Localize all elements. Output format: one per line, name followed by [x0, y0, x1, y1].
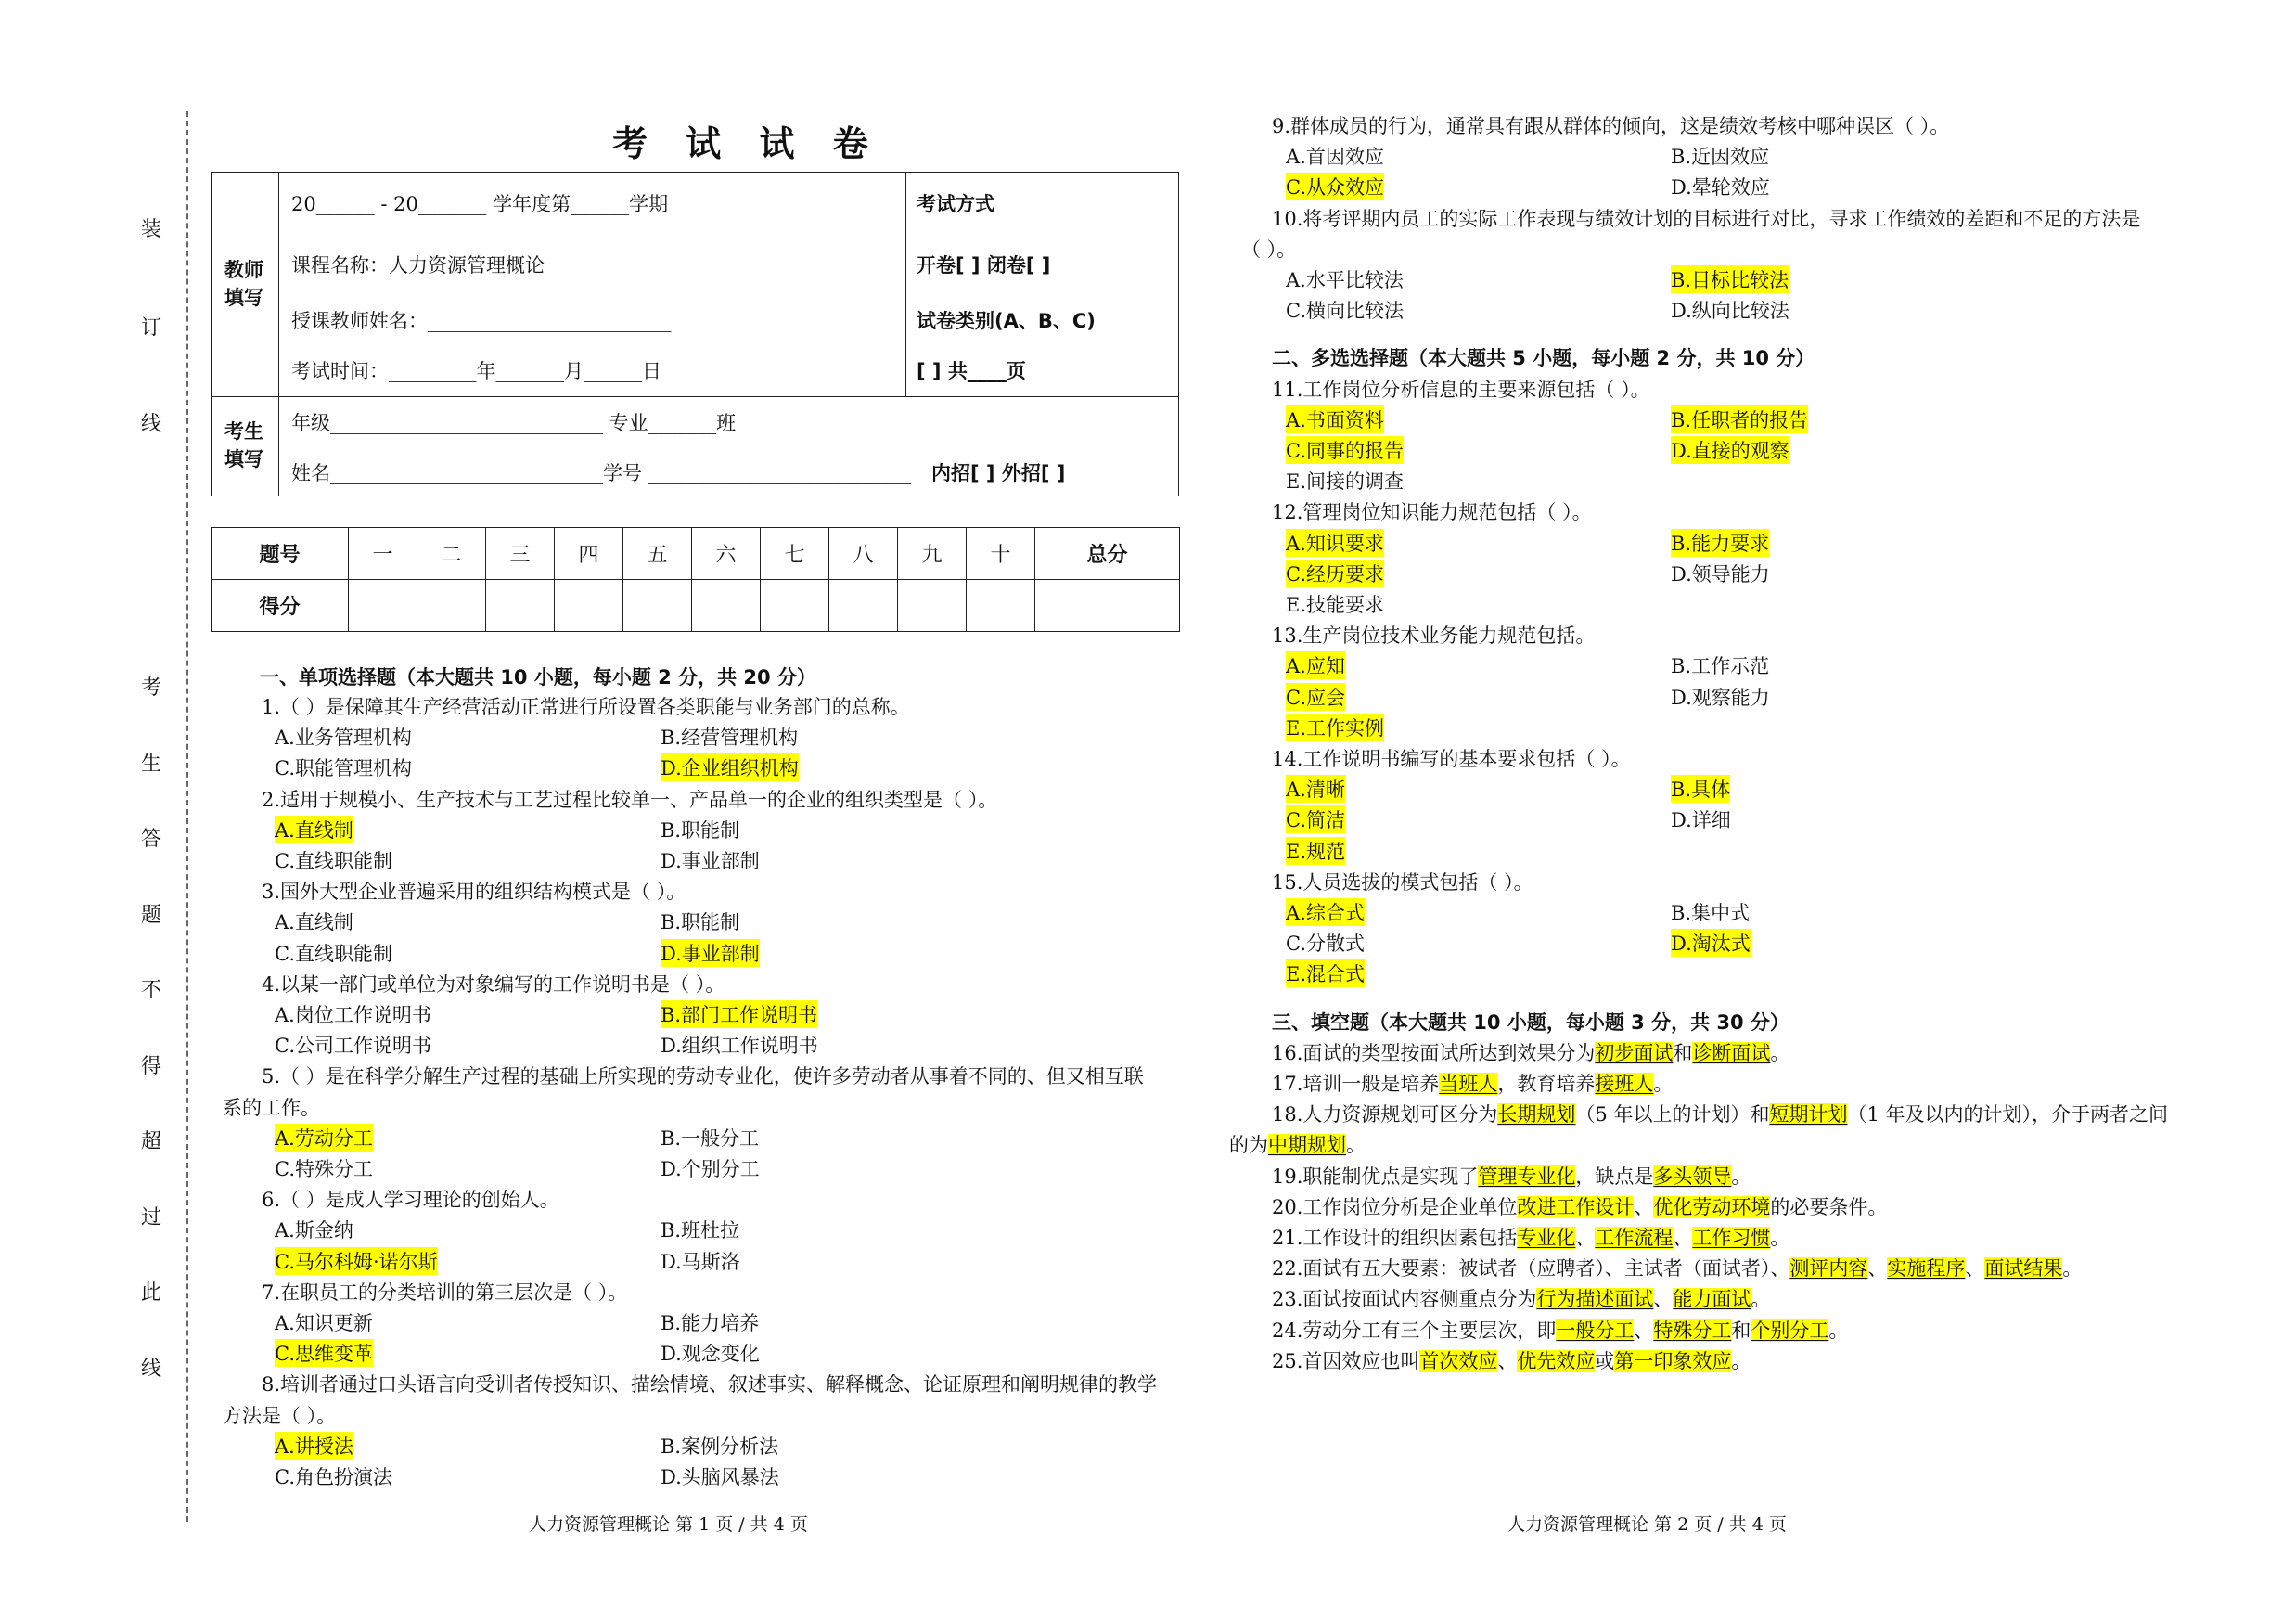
q12-option-b[interactable]: B.能力要求: [1671, 529, 1769, 557]
q8-option-c[interactable]: C.角色扮演法: [275, 1466, 392, 1488]
q14-option-d[interactable]: D.详细: [1671, 809, 1731, 832]
binding-char: 得: [141, 1054, 162, 1078]
q6-option-d[interactable]: D.马斯洛: [661, 1250, 740, 1273]
score-header-cell: 九: [898, 528, 967, 580]
q14-option-c[interactable]: C.简洁: [1286, 805, 1345, 833]
fill-blank-line: [1272, 1192, 1887, 1220]
fill-blank-text: 。: [1770, 1041, 1790, 1064]
fill-blank-text: 、: [1634, 1319, 1654, 1342]
binding-dashed-line: [186, 111, 188, 1522]
fill-blank-answer[interactable]: 面试结果: [1984, 1257, 2063, 1281]
fill-blank-answer[interactable]: 当班人: [1439, 1073, 1498, 1095]
fill-blank-answer[interactable]: 优化劳动环境: [1653, 1195, 1771, 1218]
fill-blank-answer[interactable]: 第一印象效应: [1614, 1349, 1732, 1372]
score-header-cell: 三: [486, 528, 555, 580]
fill-blank-answer[interactable]: 优先效应: [1517, 1349, 1596, 1372]
binding-char: 超: [141, 1130, 162, 1153]
q5-option-a[interactable]: A.劳动分工: [275, 1124, 373, 1152]
score-label-cell: 得分: [212, 580, 349, 632]
q3-option-c[interactable]: C.直线职能制: [275, 942, 392, 965]
q5-option-c[interactable]: C.特殊分工: [275, 1158, 373, 1180]
q10-stem: 10.将考评期内员工的实际工作表现与绩效计划的目标进行对比，寻求工作绩效的差距和不足的方法是: [1272, 207, 2141, 230]
q9-option-c[interactable]: C.从众效应: [1286, 173, 1384, 200]
fill-blank-text: 、: [1673, 1227, 1693, 1249]
q2-option-d[interactable]: D.事业部制: [661, 850, 760, 872]
fill-blank-text: 。: [1828, 1319, 1849, 1342]
section1-heading: 一、单项选择题（本大题共 10 小题，每小题 2 分，共 20 分）: [260, 666, 816, 689]
q13-stem: 13.生产岗位技术业务能力规范包括。: [1272, 624, 1596, 648]
binding-char: 生: [141, 752, 162, 776]
fill-blank-answer[interactable]: 首次效应: [1419, 1349, 1498, 1372]
paper-type-label: 试卷类别(A、B、C): [917, 310, 1096, 332]
q13-option-e[interactable]: E.工作实例: [1286, 714, 1384, 741]
fill-blank-text: 。: [1653, 1073, 1674, 1095]
binding-char: 考: [141, 676, 162, 700]
q15-option-c[interactable]: C.分散式: [1286, 933, 1365, 956]
fill-blank-line: [1229, 1130, 1366, 1158]
q15-option-a[interactable]: A.综合式: [1286, 898, 1365, 926]
exam-method-label: 考试方式: [917, 193, 994, 215]
term-line[interactable]: 20______ - 20_______ 学年度第______学期: [291, 193, 669, 215]
fill-blank-answer[interactable]: 工作流程: [1595, 1227, 1674, 1249]
fill-blank-text: 25.首因效应也叫: [1272, 1349, 1420, 1372]
paper-pages-field[interactable]: [ ] 共____页: [917, 360, 1026, 382]
recruit-choice[interactable]: 内招[ ] 外招[ ]: [931, 462, 1066, 484]
binding-char: 答: [141, 828, 162, 851]
teacher-name-line[interactable]: 授课教师姓名：_________________________: [291, 310, 672, 332]
fill-blank-text: 。: [1731, 1349, 1751, 1372]
fill-blank-line: [1272, 1223, 1789, 1251]
q4-option-d[interactable]: D.组织工作说明书: [661, 1035, 818, 1058]
q12-stem: 12.管理岗位知识能力规范包括（ ）。: [1272, 501, 1592, 524]
q8-option-b[interactable]: B.案例分析法: [661, 1435, 779, 1458]
fill-blank-line: [1272, 1069, 1673, 1097]
name-id-line[interactable]: 姓名____________________________学号 ___________________________: [291, 462, 912, 484]
score-header-cell: 一: [349, 528, 417, 580]
q5-option-d[interactable]: D.个别分工: [661, 1158, 760, 1180]
score-input-cell[interactable]: [417, 580, 486, 632]
fill-blank-line: [1272, 1038, 1789, 1066]
q12-option-d[interactable]: D.领导能力: [1671, 562, 1770, 586]
q2-option-c[interactable]: C.直线职能制: [275, 850, 392, 872]
score-header-cell: 七: [761, 528, 829, 580]
q6-option-a[interactable]: A.斯金纳: [275, 1219, 353, 1242]
q8-stem: 8.培训者通过口头语言向受训者传授知识、描绘情境、叙述事实、解释概念、论证原理和阐明规律的教学: [262, 1373, 1158, 1397]
score-input-cell[interactable]: [761, 580, 829, 632]
fill-blank-answer[interactable]: 长期规划: [1497, 1103, 1576, 1126]
q11-option-d[interactable]: D.直接的观察: [1671, 436, 1789, 464]
q2-stem: 2.适用于规模小、生产技术与工艺过程比较单一、产品单一的企业的组织类型是（ ）。: [262, 788, 998, 811]
fill-blank-answer[interactable]: 多头领导: [1653, 1165, 1732, 1188]
fill-blank-line: [1272, 1162, 1751, 1190]
score-header-cell: 八: [829, 528, 898, 580]
fill-blank-text: 。: [1751, 1288, 1771, 1311]
q9-stem: 9.群体成员的行为，通常具有跟从群体的倾向，这是绩效考核中哪种误区（ ）。: [1272, 115, 1950, 137]
q11-option-c[interactable]: C.同事的报告: [1286, 436, 1404, 464]
fill-blank-text: 19.职能制优点是实现了: [1272, 1165, 1479, 1188]
q7-option-d[interactable]: D.观念变化: [661, 1343, 760, 1366]
q15-option-d[interactable]: D.淘汰式: [1671, 929, 1751, 957]
exam-time-line[interactable]: 考试时间：_________年_______月______日: [291, 360, 661, 382]
q12-option-e[interactable]: E.技能要求: [1286, 594, 1385, 616]
q11-option-a[interactable]: A.书面资料: [1286, 406, 1384, 433]
q9-option-d[interactable]: D.晕轮效应: [1671, 176, 1770, 200]
score-input-cell[interactable]: [967, 580, 1035, 632]
q1-stem: 1.（ ）是保障其生产经营活动正常进行所设置各类职能与业务部门的总称。: [262, 696, 910, 718]
q2-option-a[interactable]: A.直线制: [275, 816, 353, 843]
q13-option-b[interactable]: B.工作示范: [1671, 655, 1770, 678]
page-title: 考 试 试 卷: [612, 122, 881, 164]
q1-option-b[interactable]: B.经营管理机构: [661, 727, 799, 750]
fill-blank-answer[interactable]: 一般分工: [1556, 1319, 1635, 1342]
q8-option-a[interactable]: A.讲授法: [275, 1432, 353, 1460]
fill-blank-answer[interactable]: 工作习惯: [1692, 1227, 1771, 1249]
fill-blank-text: 和: [1731, 1319, 1751, 1342]
fill-blank-text: 、: [1653, 1288, 1674, 1311]
score-header-cell: 总分: [1035, 528, 1180, 580]
teacher-fill-label: 教师 填写: [224, 259, 263, 309]
fill-blank-text: 。: [1731, 1165, 1751, 1188]
q15-stem: 15.人员选拔的模式包括（ ）。: [1272, 870, 1533, 894]
fill-blank-text: ，教育培养: [1497, 1073, 1596, 1095]
score-input-cell[interactable]: [692, 580, 761, 632]
q12-option-c[interactable]: C.经历要求: [1286, 560, 1384, 587]
open-closed-choice[interactable]: 开卷[ ] 闭卷[ ]: [917, 254, 1051, 277]
fill-blank-text: 、: [1867, 1257, 1888, 1281]
grade-major-line[interactable]: 年级____________________________ 专业_______班: [291, 412, 737, 434]
score-header-cell: 题号: [212, 528, 349, 580]
q4-option-c[interactable]: C.公司工作说明书: [275, 1035, 431, 1058]
q10-option-a[interactable]: A.水平比较法: [1286, 269, 1404, 291]
q10-option-b[interactable]: B.目标比较法: [1671, 265, 1789, 293]
score-input-cell[interactable]: [1035, 580, 1180, 632]
fill-blank-answer[interactable]: 短期计划: [1769, 1103, 1848, 1126]
score-input-cell[interactable]: [623, 580, 692, 632]
q2-option-b[interactable]: B.职能制: [661, 818, 740, 842]
score-header-cell: 五: [623, 528, 692, 580]
q9-option-b[interactable]: B.近因效应: [1671, 146, 1770, 169]
score-header-cell: 六: [692, 528, 761, 580]
score-input-cell[interactable]: [486, 580, 555, 632]
q14-option-e[interactable]: E.规范: [1286, 837, 1345, 865]
fill-blank-text: 21.工作设计的组织因素包括: [1272, 1227, 1518, 1249]
q7-stem: 7.在职员工的分类培训的第三层次是（ ）。: [262, 1281, 628, 1304]
q3-option-a[interactable]: A.直线制: [275, 911, 353, 934]
q3-stem: 3.国外大型企业普遍采用的组织结构模式是（ ）。: [262, 881, 686, 904]
q14-stem: 14.工作说明书编写的基本要求包括（ ）。: [1272, 748, 1631, 770]
q4-stem: 4.以某一部门或单位为对象编写的工作说明书是（ ）。: [262, 972, 725, 996]
fill-blank-answer[interactable]: 改进工作设计: [1517, 1195, 1635, 1218]
q6-stem: 6.（ ）是成人学习理论的创始人。: [262, 1189, 559, 1212]
fill-blank-text: 18.人力资源规划可区分为: [1272, 1103, 1498, 1126]
q5-stem: 系的工作。: [223, 1096, 320, 1119]
fill-blank-text: 、: [1634, 1195, 1654, 1218]
fill-blank-text: 、: [1965, 1257, 1985, 1281]
fill-blank-answer[interactable]: 特殊分工: [1653, 1319, 1732, 1342]
q11-stem: 11.工作岗位分析信息的主要来源包括（ ）。: [1272, 378, 1650, 401]
binding-char: 此: [141, 1281, 162, 1305]
fill-blank-answer[interactable]: 行为描述面试: [1536, 1288, 1654, 1311]
q12-option-a[interactable]: A.知识要求: [1286, 529, 1384, 557]
fill-blank-text: 24.劳动分工有三个主要层次，即: [1272, 1319, 1557, 1342]
fill-blank-answer[interactable]: 中期规划: [1268, 1134, 1346, 1157]
binding-char: 过: [141, 1205, 162, 1229]
q5-stem: 5.（ ）是在科学分解生产过程的基础上所实现的劳动专业化，使许多劳动者从事着不同的、但又相互联: [262, 1065, 1144, 1088]
fill-blank-text: （1 年及以内的计划），介于两者之间: [1847, 1103, 2168, 1126]
fill-blank-answer[interactable]: 专业化: [1517, 1227, 1576, 1249]
binding-char: 题: [141, 903, 162, 927]
fill-blank-text: （5 年以上的计划）和: [1575, 1103, 1770, 1126]
q15-option-b[interactable]: B.集中式: [1671, 902, 1751, 924]
score-table: [211, 527, 1180, 632]
q13-option-a[interactable]: A.应知: [1286, 651, 1345, 679]
fill-blank-answer[interactable]: 管理专业化: [1478, 1165, 1576, 1188]
q10-option-c[interactable]: C.横向比较法: [1286, 300, 1404, 323]
q3-option-d[interactable]: D.事业部制: [661, 939, 760, 967]
fill-blank-answer[interactable]: 诊断面试: [1692, 1041, 1771, 1064]
binding-char: 线: [141, 1357, 162, 1381]
fill-blank-answer[interactable]: 接班人: [1595, 1073, 1654, 1095]
q14-option-b[interactable]: B.具体: [1671, 775, 1730, 803]
q9-option-a[interactable]: A.首因效应: [1286, 146, 1384, 169]
fill-blank-line: [1272, 1284, 1770, 1312]
fill-blank-text: 20.工作岗位分析是企业单位: [1272, 1195, 1518, 1218]
binding-char: 装: [141, 218, 162, 241]
binding-char: 线: [141, 413, 162, 436]
fill-blank-text: 。: [2062, 1257, 2083, 1281]
score-input-cell[interactable]: [898, 580, 967, 632]
fill-blank-answer[interactable]: 测评内容: [1789, 1257, 1868, 1281]
q6-option-c[interactable]: C.马尔科姆·诺尔斯: [275, 1247, 438, 1275]
fill-blank-answer[interactable]: 能力面试: [1673, 1288, 1751, 1311]
q14-option-a[interactable]: A.清晰: [1286, 775, 1345, 803]
q1-option-c[interactable]: C.职能管理机构: [275, 757, 412, 780]
q10-option-d[interactable]: D.纵向比较法: [1671, 300, 1789, 323]
fill-blank-text: 22.面试有五大要素：被试者（应聘者）、主试者（面试者）、: [1272, 1257, 1790, 1281]
score-header-cell: 十: [967, 528, 1035, 580]
q13-option-c[interactable]: C.应会: [1286, 683, 1345, 711]
q7-option-b[interactable]: B.能力培养: [661, 1312, 760, 1334]
q11-option-e[interactable]: E.间接的调查: [1286, 470, 1405, 494]
binding-char: 不: [141, 979, 162, 1002]
q7-option-c[interactable]: C.思维变革: [275, 1339, 373, 1367]
score-header-cell: 二: [417, 528, 486, 580]
fill-blank-text: 23.面试按面试内容侧重点分为: [1272, 1288, 1537, 1311]
q3-option-b[interactable]: B.职能制: [661, 911, 740, 934]
binding-char: 订: [141, 316, 162, 340]
q15-option-e[interactable]: E.混合式: [1286, 959, 1365, 987]
fill-blank-text: ，缺点是: [1575, 1165, 1654, 1188]
score-input-cell[interactable]: [349, 580, 417, 632]
header-info-table: [211, 172, 1179, 496]
section2-heading: 二、多选选择题（本大题共 5 小题，每小题 2 分，共 10 分）: [1272, 347, 1815, 370]
score-input-cell[interactable]: [829, 580, 898, 632]
fill-blank-text: 17.培训一般是培养: [1272, 1073, 1440, 1095]
q1-option-d[interactable]: D.企业组织机构: [661, 753, 799, 781]
fill-blank-text: 和: [1673, 1041, 1693, 1064]
fill-blank-answer[interactable]: 初步面试: [1595, 1041, 1674, 1064]
fill-blank-line: [1272, 1346, 1751, 1374]
q6-option-b[interactable]: B.班杜拉: [661, 1219, 740, 1242]
fill-blank-text: 、: [1497, 1349, 1518, 1372]
q5-option-b[interactable]: B.一般分工: [661, 1126, 760, 1150]
score-input-cell[interactable]: [555, 580, 623, 632]
footer-page-2: 人力资源管理概论 第 2 页 / 共 4 页: [1507, 1514, 1787, 1535]
fill-blank-text: 16.面试的类型按面试所达到效果分为: [1272, 1041, 1596, 1064]
q10-stem: （ ）。: [1241, 238, 1297, 261]
q4-option-b[interactable]: B.部门工作说明书: [661, 1000, 817, 1028]
fill-blank-text: 的为: [1229, 1134, 1268, 1157]
fill-blank-line: [1272, 1254, 2082, 1281]
fill-blank-text: 的必要条件。: [1770, 1195, 1888, 1218]
q8-option-d[interactable]: D.头脑风暴法: [661, 1466, 779, 1488]
q4-option-a[interactable]: A.岗位工作说明书: [275, 1004, 431, 1026]
q8-stem: 方法是（ ）。: [223, 1404, 337, 1427]
section3-heading: 三、填空题（本大题共 10 小题，每小题 3 分，共 30 分）: [1272, 1011, 1789, 1034]
fill-blank-text: 。: [1346, 1134, 1366, 1157]
footer-page-1: 人力资源管理概论 第 1 页 / 共 4 页: [529, 1514, 808, 1535]
course-name-line: 课程名称：人力资源管理概论: [291, 254, 545, 277]
q1-option-a[interactable]: A.业务管理机构: [275, 727, 412, 750]
fill-blank-text: 。: [1770, 1227, 1790, 1249]
fill-blank-line: [1272, 1316, 1848, 1344]
fill-blank-answer[interactable]: 实施程序: [1887, 1257, 1966, 1281]
fill-blank-line: [1272, 1100, 2168, 1127]
fill-blank-text: 或: [1595, 1349, 1615, 1372]
fill-blank-text: 、: [1575, 1227, 1596, 1249]
q11-option-b[interactable]: B.任职者的报告: [1671, 406, 1808, 433]
fill-blank-answer[interactable]: 个别分工: [1751, 1319, 1829, 1342]
student-fill-label: 考生 填写: [224, 420, 263, 470]
q7-option-a[interactable]: A.知识更新: [275, 1312, 373, 1334]
score-header-cell: 四: [555, 528, 623, 580]
q13-option-d[interactable]: D.观察能力: [1671, 686, 1770, 709]
